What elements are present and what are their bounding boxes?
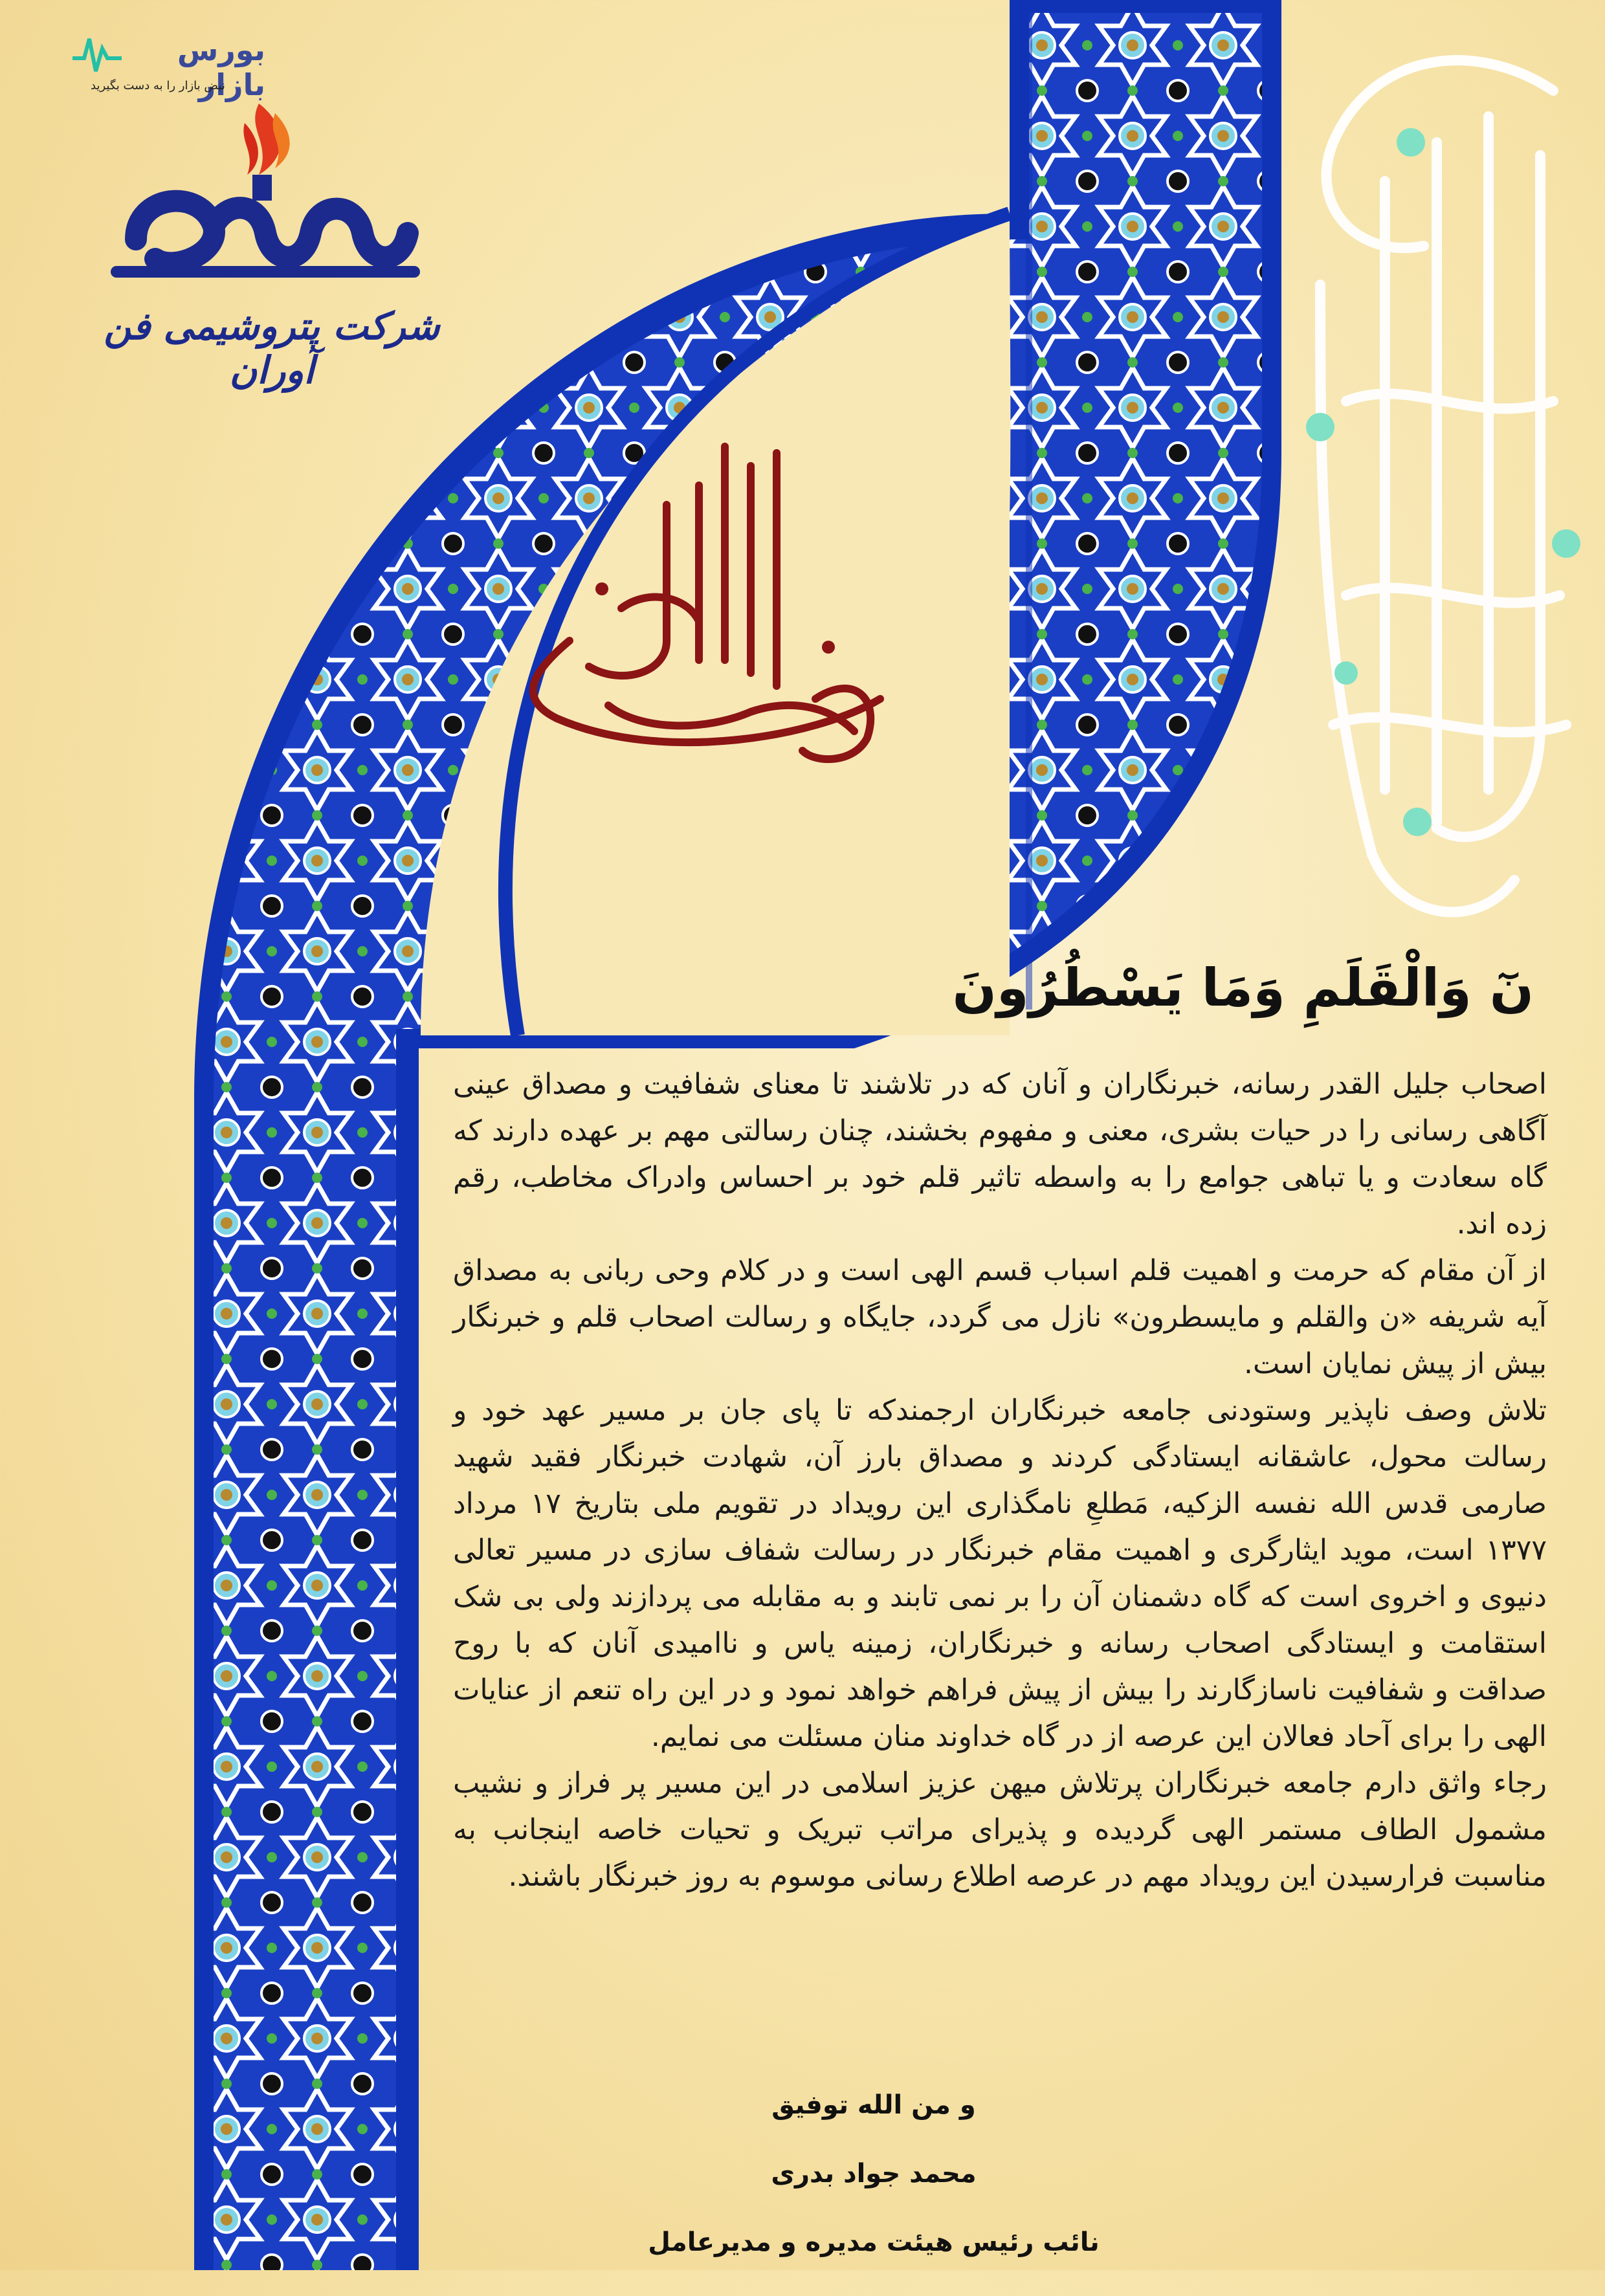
quran-verse-heading: نٓ وَالْقَلَمِ وَمَا يَسْطُرُونَ: [952, 958, 1534, 1018]
site-logo-tagline: نبض بازار را به دست بگیرید: [91, 79, 225, 93]
paragraph-1: اصحاب جلیل القدر رسانه، خبرنگاران و آنان که در تلاشند تا معنای شفافیت و مصداق عینی آگاهی رسانی را در حیات بشری، معنی و مفهوم بخشند، چنان رسالتی مهم بر عهده دارند که گاه سعادت و یا تباهی جوامع را به واسطه تاثیر قلم خود بر احساس وادراک مخاطب، رقم زده اند.: [453, 1068, 1547, 1241]
signatory-name: محمد جواد بدری: [771, 2159, 977, 2189]
signatory-title: نائب رئیس هیئت مدیره و مدیرعامل: [648, 2227, 1100, 2257]
paragraph-4: رجاء واثق دارم جامعه خبرنگاران پرتلاش میهن عزیز اسلامی در این مسیر پر فراز و نشیب مشمول الطاف مستمر الهی گردیده و پذیرای مراتب تبریک و تحیات خاصه اینجانب به مناسبت فرارسیدن این رویداد مهم در عرصه اطلاع رسانی موسوم به روز خبرنگار باشند.: [453, 1767, 1547, 1893]
letter-body: [453, 1061, 1547, 1900]
calligraphy-decoration-icon: [1281, 13, 1592, 958]
site-logo-name: بورس بازار: [177, 32, 265, 102]
company-name: شرکت پتروشیمی فن آوران: [104, 304, 440, 392]
closing-blessing: و من الله توفیق: [771, 2090, 976, 2120]
paragraph-3: تلاش وصف ناپذیر وستودنی جامعه خبرنگاران ارجمندکه تا پای جان بر مسیر عهد خود و رسالت محول، عاشقانه ایستادگی کردند و مصداق بارز آن، شهادت خبرنگار فقید شهید صارمی قدس الله نفسه الزکیه، مَطلعِ نامگذاری این رویداد در تقویم ملی بتاریخ ۱۷ مرداد ۱۳۷۷ است، موید ایثارگری و اهمیت مقام خبرنگار در رسالت شفاف سازی در مسیر تعالی دنیوی و اخروی است که گاه دشمنان آن را بر نمی تابند و به مقابله می پردازند ولی بی شک استقامت و ایستادگی اصحاب رسانه و خبرنگاران، زمینه یاس و ناامیدی آنان که با روح صداقت و شفافیت ناسازگارند را بیش از پیش فراهم خواهد نمود و در این راه تنعم از عنایات الهی را برای آحاد فعالان این عرصه از در گاه خداوند منان مسئلت می نمایم.: [453, 1394, 1547, 1753]
basmala-calligraphy-icon: [492, 427, 906, 789]
closing-block: [647, 2090, 1100, 2296]
paragraph-2: از آن مقام که حرمت و اهمیت قلم اسباب قسم الهی است و در کلام وحی ربانی به مصداق آیه شریفه «ن والقلم و مایسطرون» نازل می گردد، جایگاه و رسالت اصحاب قلم و خبرنگار بیش از پیش نمایان است.: [453, 1254, 1547, 1380]
